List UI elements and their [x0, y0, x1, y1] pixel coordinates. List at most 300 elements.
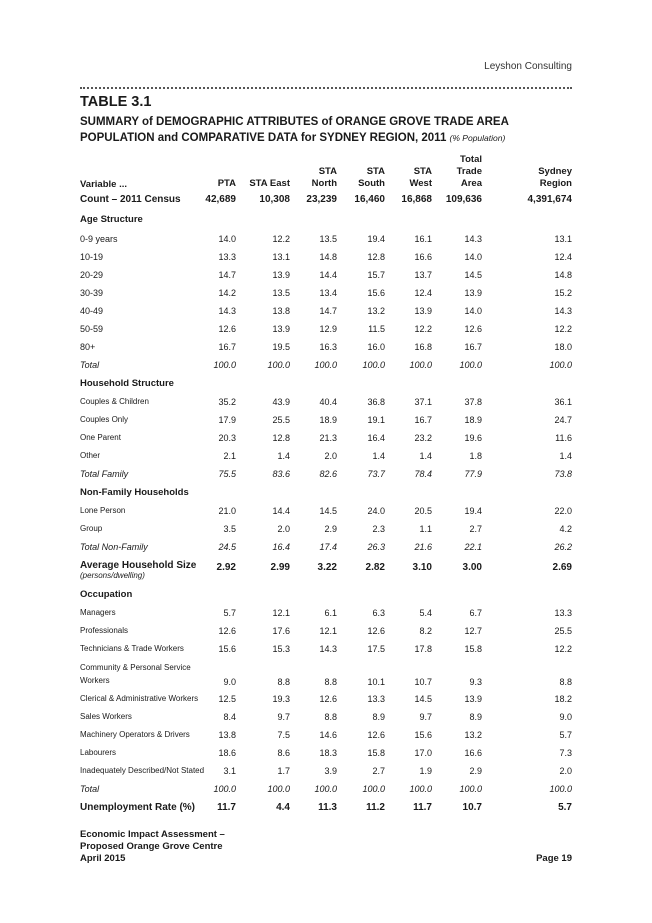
row-label: [80, 748, 116, 757]
table-cell: 10.1: [367, 677, 385, 687]
table-cell: 100.0: [314, 784, 337, 794]
table-cell: 17.5: [367, 644, 385, 654]
table-cell: 11.6: [555, 433, 572, 443]
table-cell: 10.7: [414, 677, 432, 687]
table-cell: 13.2: [464, 730, 482, 740]
table-cell: 14.7: [319, 306, 337, 316]
table-body: [80, 192, 572, 818]
row-label: [80, 360, 99, 370]
row-label-text: Couples & Children: [80, 397, 149, 406]
row-label-text: Couples Only: [80, 415, 129, 424]
row-label-text: Non-Family Households: [80, 487, 189, 498]
table-cell: 5.7: [558, 802, 572, 813]
table-cell: 13.2: [367, 306, 385, 316]
row-label: [80, 560, 196, 580]
table-cell: 2.0: [277, 524, 290, 534]
table-cell: 100.0: [314, 360, 337, 370]
table-cell: 12.6: [367, 626, 385, 636]
table-cell: 73.8: [554, 469, 572, 479]
table-row: [80, 449, 572, 467]
table-row: [80, 642, 572, 661]
section-header-row: [80, 485, 572, 504]
table-cell: 1.4: [559, 451, 572, 461]
table-row: [80, 746, 572, 764]
table-cell: 10.7: [462, 802, 482, 813]
table-row: [80, 606, 572, 624]
column-header: [538, 154, 572, 190]
row-label: [80, 433, 121, 442]
table-cell: 100.0: [362, 784, 385, 794]
table-cell: 12.1: [319, 626, 337, 636]
row-label: [80, 712, 132, 721]
row-label-text: Count – 2011 Census: [80, 194, 181, 205]
table-cell: 19.4: [464, 506, 482, 516]
table-cell: 14.0: [464, 252, 482, 262]
table-cell: 14.8: [554, 270, 572, 280]
row-label-text: 40-49: [80, 306, 104, 316]
table-cell: 15.7: [367, 270, 385, 280]
table-cell: 24.5: [218, 542, 236, 552]
footer-line-1: Economic Impact Assessment –: [80, 829, 225, 840]
table-row: [80, 782, 572, 800]
table-cell: 14.3: [464, 234, 482, 244]
row-label-text: Total Family: [80, 469, 129, 479]
section-header-row: [80, 212, 572, 232]
table-cell: 9.0: [559, 712, 572, 722]
table-cell: 100.0: [409, 784, 432, 794]
table-cell: 4.4: [276, 802, 290, 813]
table-cell: 17.9: [218, 415, 236, 425]
row-label: [80, 342, 95, 352]
table-row: [80, 358, 572, 376]
column-header-line: STA East: [249, 178, 290, 189]
table-cell: 75.5: [218, 469, 236, 479]
row-label: [80, 608, 116, 617]
row-label: [80, 234, 118, 244]
row-label-text: Technicians & Trade Workers: [80, 644, 184, 653]
row-label-text: 80+: [80, 342, 96, 352]
table-cell: 25.5: [272, 415, 290, 425]
row-label: [80, 487, 189, 498]
table-cell: 12.2: [554, 644, 572, 654]
table-cell: 17.6: [272, 626, 290, 636]
table-cell: 11.7: [217, 802, 236, 813]
table-cell: 100.0: [549, 784, 572, 794]
table-cell: 2.7: [372, 766, 385, 776]
table-cell: 18.2: [554, 694, 572, 704]
table-cell: 17.4: [319, 542, 337, 552]
table-cell: 83.6: [272, 469, 290, 479]
row-label: [80, 415, 128, 424]
table-cell: 7.5: [277, 730, 290, 740]
table-cell: 1.4: [419, 451, 432, 461]
table-cell: 8.8: [277, 677, 290, 687]
table-cell: 8.4: [223, 712, 236, 722]
table-cell: 20.5: [414, 506, 432, 516]
table-cell: 13.1: [272, 252, 290, 262]
header-divider: [80, 87, 572, 89]
table-cell: 3.5: [223, 524, 236, 534]
table-cell: 22.1: [464, 542, 482, 552]
column-header-line: [218, 154, 236, 166]
table-cell: 14.3: [218, 306, 236, 316]
table-cell: 23,239: [306, 194, 337, 205]
row-label: [80, 306, 103, 316]
table-cell: 3.00: [462, 562, 482, 573]
table-cell: 18.6: [218, 748, 236, 758]
table-cell: 19.1: [367, 415, 385, 425]
section-header-row: [80, 587, 572, 606]
row-label-text: 30-39: [80, 288, 104, 298]
table-cell: 14.3: [319, 644, 337, 654]
table-cell: 14.7: [218, 270, 236, 280]
column-header-line: STA: [413, 166, 432, 177]
table-cell: 9.7: [419, 712, 432, 722]
table-cell: 12.6: [464, 324, 482, 334]
table-cell: 12.8: [272, 433, 290, 443]
variable-column-header: Variable ...: [80, 179, 127, 190]
table-cell: 100.0: [213, 784, 236, 794]
table-cell: 2.92: [216, 562, 236, 573]
table-cell: 18.9: [319, 415, 337, 425]
section-header-row: [80, 376, 572, 395]
table-cell: 14.2: [218, 288, 236, 298]
table-cell: 13.9: [414, 306, 432, 316]
column-header: [409, 154, 432, 190]
table-cell: 16.7: [414, 415, 432, 425]
table-cell: 100.0: [459, 784, 482, 794]
column-header-line: Area: [460, 178, 482, 189]
table-cell: 15.6: [218, 644, 236, 654]
table-cell: 37.8: [464, 397, 482, 407]
row-label: [80, 378, 174, 389]
table-cell: 2.9: [469, 766, 482, 776]
row-label: [80, 397, 149, 406]
table-cell: 8.8: [324, 677, 337, 687]
table-title: [80, 114, 560, 146]
table-cell: 14.3: [554, 306, 572, 316]
table-cell: 8.8: [559, 677, 572, 687]
table-row: [80, 540, 572, 558]
table-cell: 43.9: [272, 397, 290, 407]
table-cell: 14.8: [319, 252, 337, 262]
table-cell: 14.5: [414, 694, 432, 704]
table-cell: 12.2: [554, 324, 572, 334]
table-cell: 16.4: [367, 433, 385, 443]
row-label-text: Professionals: [80, 626, 129, 635]
table-cell: 1.8: [469, 451, 482, 461]
column-header-line: [312, 154, 337, 166]
table-cell: 11.2: [366, 802, 385, 813]
table-cell: 13.8: [218, 730, 236, 740]
column-header: [358, 154, 385, 190]
table-cell: 13.1: [554, 234, 572, 244]
table-row: [80, 558, 572, 587]
table-cell: 100.0: [459, 360, 482, 370]
table-cell: 12.1: [272, 608, 290, 618]
table-row: [80, 624, 572, 642]
row-label: [80, 542, 148, 552]
column-header: [249, 154, 290, 190]
row-label-text: 50-59: [80, 324, 104, 334]
table-cell: 14.5: [319, 506, 337, 516]
table-cell: 8.8: [324, 712, 337, 722]
table-cell: 13.7: [414, 270, 432, 280]
table-row: [80, 431, 572, 449]
table-cell: 16.7: [218, 342, 236, 352]
table-cell: 5.7: [559, 730, 572, 740]
row-label: [80, 766, 204, 775]
table-cell: 18.9: [464, 415, 482, 425]
row-label-text: 10-19: [80, 252, 104, 262]
row-label-text: Occupation: [80, 589, 133, 600]
row-label-text: Total: [80, 784, 100, 794]
table-cell: 13.8: [272, 306, 290, 316]
table-cell: 4.2: [559, 524, 572, 534]
table-row: [80, 395, 572, 413]
row-label: [80, 324, 103, 334]
table-row: [80, 340, 572, 358]
table-cell: 37.1: [414, 397, 432, 407]
table-cell: 17.8: [414, 644, 432, 654]
table-cell: 26.2: [554, 542, 572, 552]
table-cell: 14.0: [464, 306, 482, 316]
table-cell: 40.4: [319, 397, 337, 407]
row-label-text: Group: [80, 524, 103, 533]
table-title-note: (% Population): [449, 133, 506, 143]
row-label-text: Labourers: [80, 748, 117, 757]
footer-line-2: Proposed Orange Grove Centre: [80, 841, 223, 852]
table-row: [80, 232, 572, 250]
column-header-line: STA: [366, 166, 385, 177]
table-cell: 14.4: [272, 506, 290, 516]
table-cell: 16.6: [464, 748, 482, 758]
table-cell: 2.99: [270, 562, 290, 573]
table-cell: 12.6: [218, 626, 236, 636]
row-label-text: Total: [80, 360, 100, 370]
table-cell: 2.7: [469, 524, 482, 534]
table-cell: 13.9: [464, 288, 482, 298]
row-label-text: Other: [80, 451, 101, 460]
table-row: [80, 504, 572, 522]
table-cell: 2.9: [324, 524, 337, 534]
table-cell: 77.9: [464, 469, 482, 479]
column-header-line: [409, 154, 432, 166]
table-cell: 36.8: [367, 397, 385, 407]
row-label: [80, 589, 132, 600]
row-label: [80, 663, 191, 685]
table-cell: 100.0: [267, 784, 290, 794]
table-cell: 18.0: [554, 342, 572, 352]
table-cell: 3.10: [412, 562, 432, 573]
table-cell: 3.22: [317, 562, 337, 573]
table-cell: 26.3: [367, 542, 385, 552]
row-label: [80, 469, 128, 479]
table-cell: 13.9: [272, 270, 290, 280]
row-label: [80, 288, 103, 298]
table-cell: 23.2: [414, 433, 432, 443]
row-label: [80, 694, 198, 703]
table-cell: 12.8: [367, 252, 385, 262]
table-cell: 1.7: [277, 766, 290, 776]
table-cell: 12.6: [319, 694, 337, 704]
table-cell: 12.5: [218, 694, 236, 704]
table-cell: 12.6: [367, 730, 385, 740]
table-cell: 4,391,674: [527, 194, 572, 205]
table-cell: 100.0: [267, 360, 290, 370]
table-cell: 15.6: [414, 730, 432, 740]
table-cell: 15.3: [272, 644, 290, 654]
table-cell: 15.8: [464, 644, 482, 654]
table-cell: 13.9: [464, 694, 482, 704]
table-cell: 9.3: [469, 677, 482, 687]
column-header-line: STA: [318, 166, 337, 177]
table-cell: 18.3: [319, 748, 337, 758]
table-cell: 13.5: [272, 288, 290, 298]
row-label: [80, 644, 184, 653]
table-cell: 2.3: [372, 524, 385, 534]
table-title-text: SUMMARY of DEMOGRAPHIC ATTRIBUTES of ORANGE GROVE TRADE AREA POPULATION and COMPARATIVE DATA for SYDNEY REGION, 2011: [80, 116, 509, 144]
column-header: [312, 154, 337, 190]
table-cell: 7.3: [559, 748, 572, 758]
table-cell: 21.0: [218, 506, 236, 516]
column-header: [457, 154, 482, 190]
column-header-line: South: [358, 178, 385, 189]
table-cell: 8.9: [469, 712, 482, 722]
table-cell: 13.4: [319, 288, 337, 298]
table-cell: 12.6: [218, 324, 236, 334]
table-cell: 3.1: [223, 766, 236, 776]
table-cell: 16.4: [272, 542, 290, 552]
column-header-line: North: [311, 178, 337, 189]
table-cell: 15.8: [367, 748, 385, 758]
table-cell: 16.0: [367, 342, 385, 352]
row-label-text: Machinery Operators & Drivers: [80, 730, 190, 739]
table-cell: 12.2: [272, 234, 290, 244]
row-label-text: Clerical & Administrative Workers: [80, 694, 199, 703]
table-cell: 82.6: [319, 469, 337, 479]
table-cell: 1.4: [277, 451, 290, 461]
table-cell: 19.3: [272, 694, 290, 704]
footer-line-3: April 2015: [80, 853, 126, 864]
column-header-line: Sydney: [538, 166, 572, 177]
table-cell: 16.6: [414, 252, 432, 262]
table-cell: 73.7: [367, 469, 385, 479]
row-label: [80, 270, 103, 280]
table-cell: 13.5: [319, 234, 337, 244]
table-row: [80, 728, 572, 746]
table-cell: 8.9: [372, 712, 385, 722]
row-label: [80, 252, 103, 262]
table-cell: 14.5: [464, 270, 482, 280]
table-cell: 2.0: [559, 766, 572, 776]
table-cell: 14.6: [319, 730, 337, 740]
table-row: [80, 192, 572, 212]
table-cell: 8.2: [419, 626, 432, 636]
row-label-text: 20-29: [80, 270, 104, 280]
row-label-text: Community & Personal Service: [80, 663, 191, 672]
table-cell: 2.0: [324, 451, 337, 461]
table-cell: 2.69: [552, 562, 572, 573]
column-header: [218, 154, 236, 190]
table-cell: 24.0: [367, 506, 385, 516]
column-header-line: [358, 154, 385, 166]
table-cell: 12.4: [414, 288, 432, 298]
table-cell: 19.5: [272, 342, 290, 352]
row-label: [80, 506, 125, 515]
table-cell: 16.1: [414, 234, 432, 244]
table-cell: 3.9: [324, 766, 337, 776]
row-label-text: Household Structure: [80, 378, 174, 389]
table-row: [80, 413, 572, 431]
table-row: [80, 250, 572, 268]
table-cell: 16,460: [354, 194, 385, 205]
row-label-text: One Parent: [80, 433, 121, 442]
table-cell: 1.4: [372, 451, 385, 461]
table-cell: 8.6: [277, 748, 290, 758]
column-header-line: [218, 166, 236, 178]
table-cell: 13.3: [218, 252, 236, 262]
table-cell: 11.7: [413, 802, 432, 813]
row-label-line-2: Workers: [80, 676, 110, 685]
table-row: [80, 800, 572, 818]
table-cell: 6.1: [324, 608, 337, 618]
table-cell: 1.9: [419, 766, 432, 776]
column-header-line: Total: [460, 154, 482, 165]
table-cell: 78.4: [414, 469, 432, 479]
column-header-line: West: [409, 178, 432, 189]
table-row: [80, 286, 572, 304]
table-row: [80, 710, 572, 728]
table-cell: 14.4: [319, 270, 337, 280]
table-cell: 13.3: [554, 608, 572, 618]
table-cell: 12.9: [319, 324, 337, 334]
header-company: Leyshon Consulting: [484, 61, 572, 72]
row-label: [80, 451, 100, 460]
row-label-text: Age Structure: [80, 214, 143, 225]
row-label: [80, 524, 102, 533]
table-cell: 100.0: [362, 360, 385, 370]
table-cell: 9.7: [277, 712, 290, 722]
table-cell: 11.3: [318, 802, 337, 813]
row-label-text: 0-9 years: [80, 234, 118, 244]
row-label-text: Unemployment Rate (%): [80, 802, 196, 813]
table-cell: 6.3: [372, 608, 385, 618]
table-row: [80, 322, 572, 340]
table-cell: 1.1: [419, 524, 432, 534]
table-cell: 9.0: [223, 677, 236, 687]
row-label-text: Sales Workers: [80, 712, 132, 721]
table-cell: 16.3: [319, 342, 337, 352]
row-label: [80, 730, 190, 739]
table-cell: 16.8: [414, 342, 432, 352]
table-cell: 16.7: [464, 342, 482, 352]
table-row: [80, 692, 572, 710]
table-cell: 5.4: [419, 608, 432, 618]
row-label: [80, 784, 99, 794]
table-cell: 12.7: [464, 626, 482, 636]
table-row: [80, 661, 572, 692]
footer: [80, 829, 225, 865]
table-cell: 10,308: [259, 194, 290, 205]
table-cell: 17.0: [414, 748, 432, 758]
row-label-text: Total Non-Family: [80, 542, 148, 552]
column-header-line: [249, 166, 290, 178]
table-cell: 15.2: [554, 288, 572, 298]
table-cell: 19.6: [464, 433, 482, 443]
row-sublabel: (persons/dwelling): [80, 571, 145, 580]
table-cell: 5.7: [223, 608, 236, 618]
